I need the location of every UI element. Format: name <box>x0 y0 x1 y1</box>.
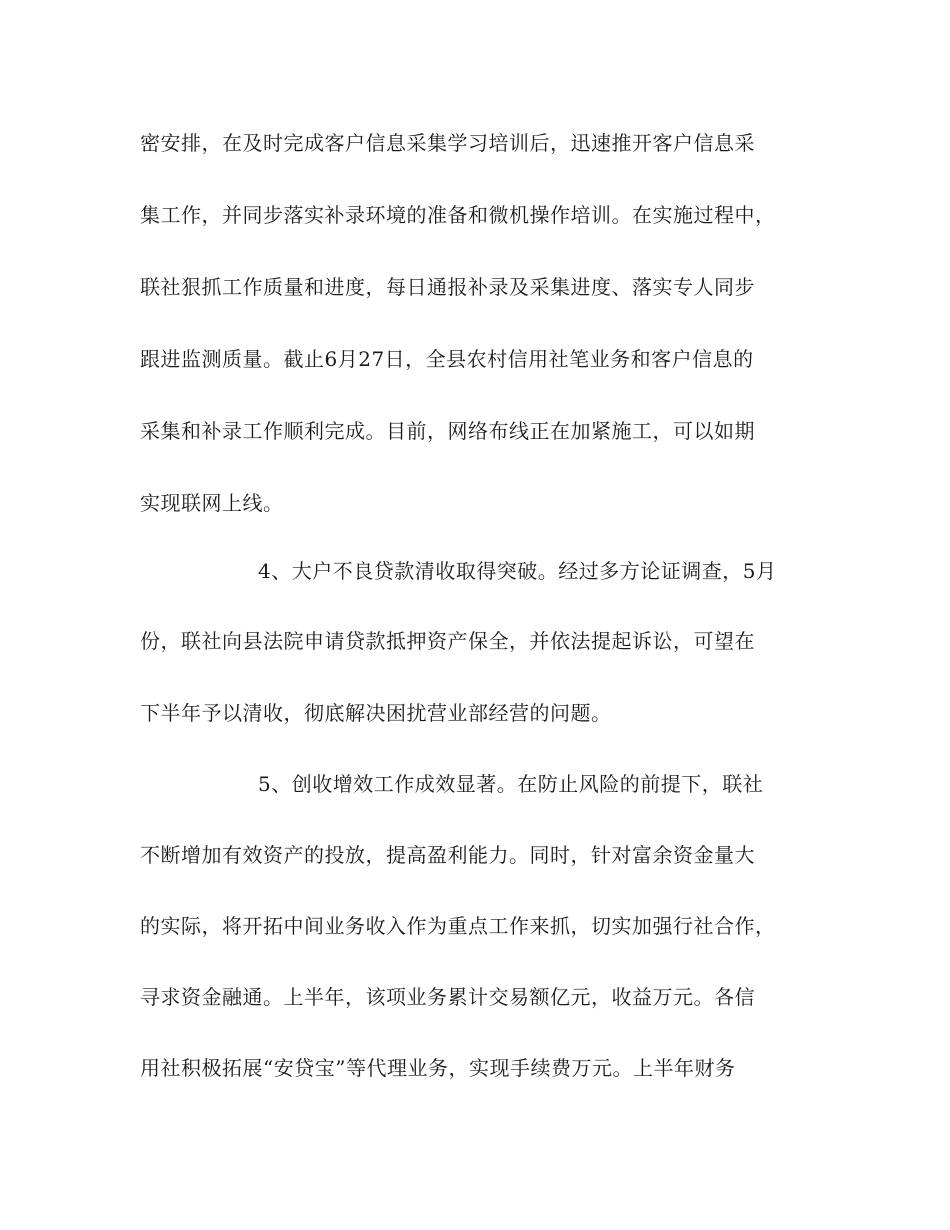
text-line: 跟进监测质量。截止6月27日，全县农村信用社笔业务和客户信息的 <box>140 347 754 371</box>
text-line: 采集和补录工作顺利完成。目前，网络布线正在加紧施工，可以如期 <box>140 419 755 443</box>
paragraph-5-first-line: 5、创收增效工作成效显著。在防止风险的前提下，联社 <box>258 772 764 796</box>
text-line: 寻求资金融通。上半年，该项业务累计交易额亿元，收益万元。各信 <box>140 985 755 1009</box>
text-line: 不断增加有效资产的投放，提高盈利能力。同时，针对富余资金量大 <box>140 843 755 867</box>
text-line: 集工作，并同步落实补录环境的准备和微机操作培训。在实施过程中， <box>140 203 776 227</box>
text-line: 实现联网上线。 <box>140 491 284 515</box>
paragraph-4-first-line: 4、大户不良贷款清收取得突破。经过多方论证调查，5月 <box>258 559 777 583</box>
text-line: 份，联社向县法院申请贷款抵押资产保全，并依法提起诉讼，可望在 <box>140 629 755 653</box>
text-line: 的实际，将开拓中间业务收入作为重点工作来抓，切实加强行社合作， <box>140 914 776 938</box>
text-line: 下半年予以清收，彻底解决困扰营业部经营的问题。 <box>140 701 612 725</box>
text-line: 密安排，在及时完成客户信息采集学习培训后，迅速推开客户信息采 <box>140 131 755 155</box>
text-line: 用社积极拓展“安贷宝”等代理业务，实现手续费万元。上半年财务 <box>140 1056 736 1080</box>
text-line: 联社狠抓工作质量和进度，每日通报补录及采集进度、落实专人同步 <box>140 275 755 299</box>
